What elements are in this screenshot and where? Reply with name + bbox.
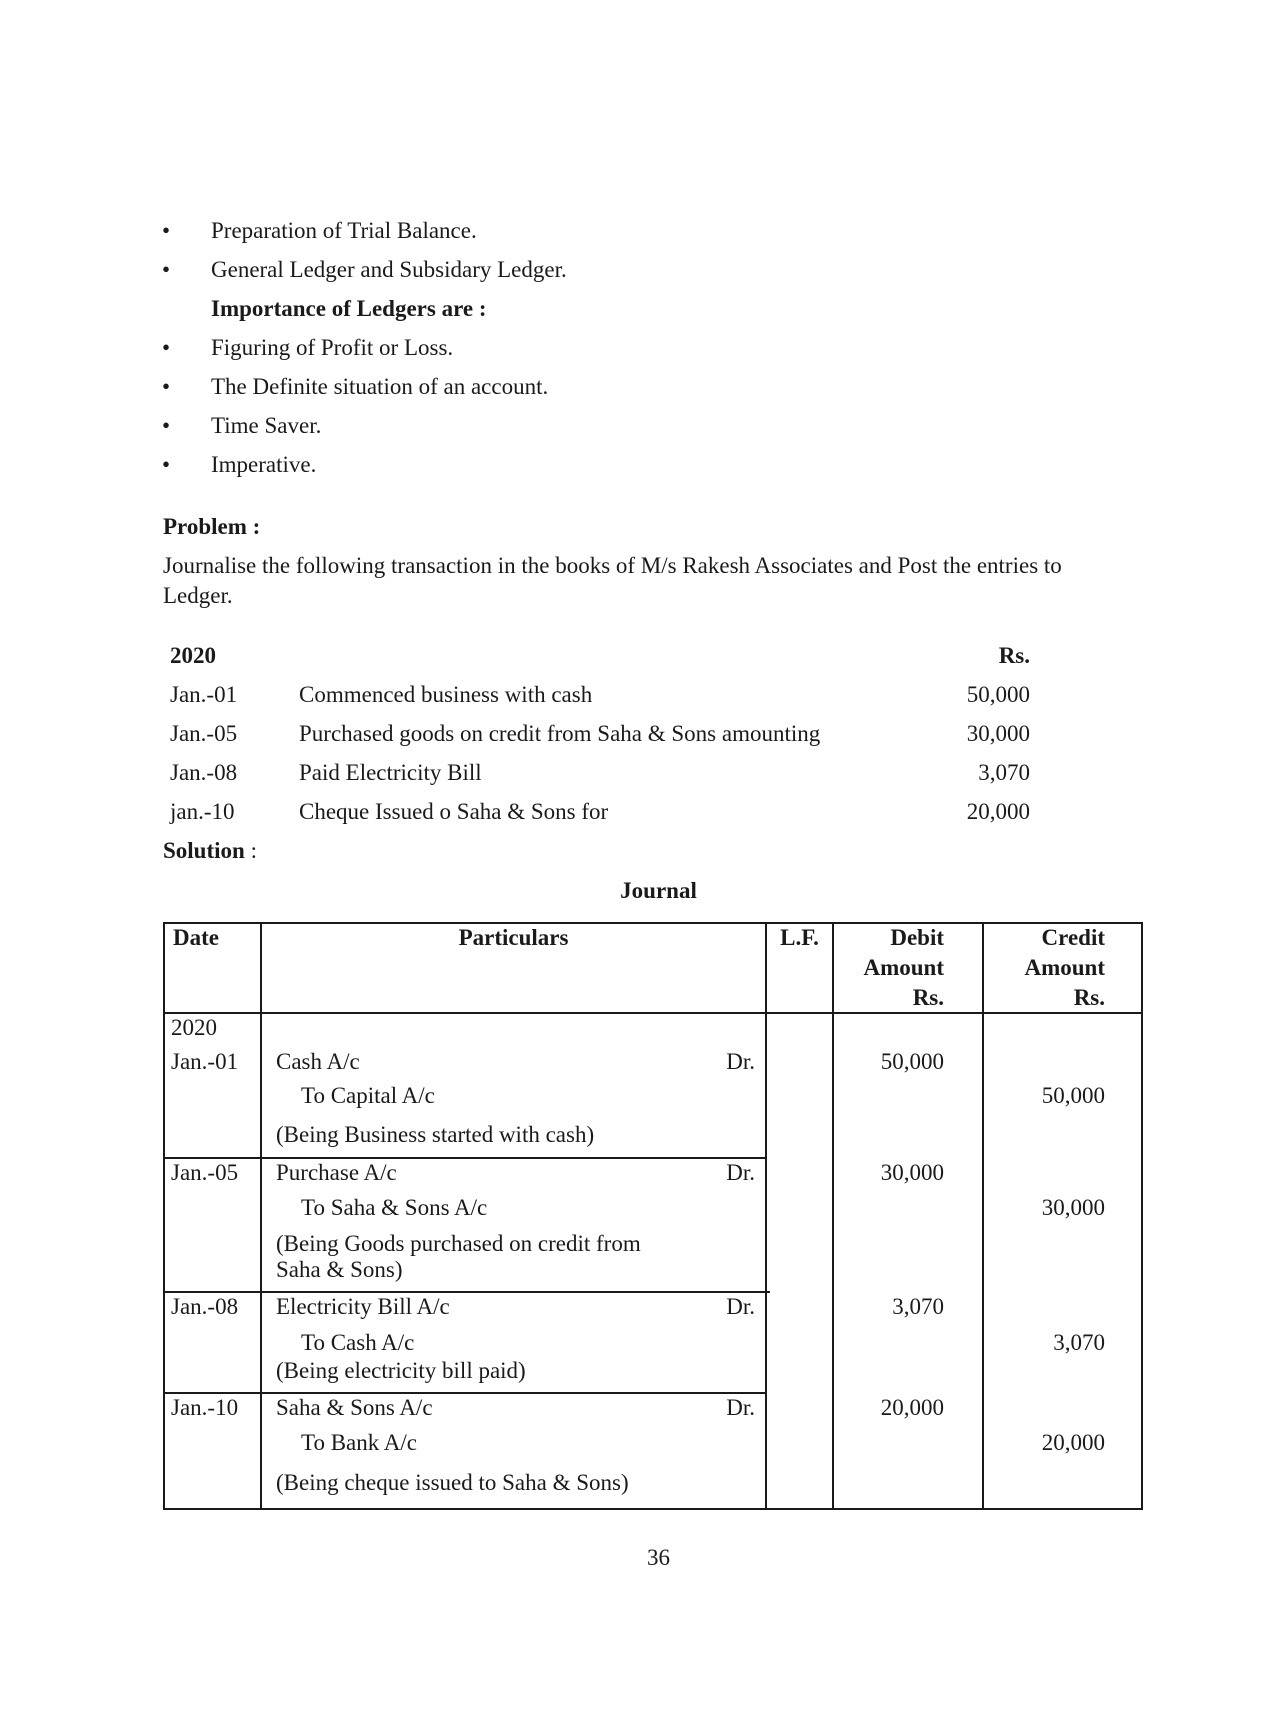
entry-credit-amount: 30,000 — [1041, 1195, 1105, 1220]
entry-debit-amount: 30,000 — [880, 1160, 944, 1185]
entry-date: Jan.-10 — [171, 1395, 239, 1420]
header-debit: Debit — [890, 925, 944, 950]
bullet-text: Figuring of Profit or Loss. — [211, 335, 454, 360]
transaction-date: jan.-10 — [170, 799, 235, 824]
transaction-date: Jan.-01 — [170, 682, 238, 707]
bullet-icon: • — [162, 257, 171, 282]
entry-narration: (Being cheque issued to Saha & Sons) — [276, 1470, 629, 1495]
header-lf: L.F. — [780, 925, 819, 950]
transaction-row — [170, 682, 1030, 712]
transaction-row — [170, 721, 1030, 751]
problem-heading: Problem : — [163, 514, 261, 539]
entry-debit-account: Cash A/c — [276, 1049, 360, 1074]
bullet-icon: • — [162, 218, 171, 243]
column-divider — [765, 922, 767, 1510]
entry-divider — [163, 1291, 770, 1293]
solution-heading — [163, 838, 257, 864]
journal-table — [163, 922, 1143, 1510]
entry-dr: Dr. — [726, 1049, 755, 1074]
bullet-text: General Ledger and Subsidary Ledger. — [211, 257, 567, 282]
entry-debit-amount: 20,000 — [880, 1395, 944, 1420]
entry-dr: Dr. — [726, 1160, 755, 1185]
transaction-row — [170, 799, 1030, 829]
transaction-amount: 20,000 — [966, 799, 1030, 824]
table-border-right — [1141, 922, 1143, 1510]
bullet-icon: • — [162, 452, 171, 477]
header-divider — [163, 1012, 1143, 1014]
transactions-currency: Rs. — [998, 643, 1030, 668]
transaction-desc: Purchased goods on credit from Saha & Sons amounting — [299, 721, 821, 746]
entry-debit-account: Saha & Sons A/c — [276, 1395, 433, 1420]
table-border-left — [163, 922, 165, 1510]
bullet-text: The Definite situation of an account. — [211, 374, 549, 399]
entry-narration: (Being Business started with cash) — [276, 1122, 595, 1147]
journal-title: Journal — [620, 878, 697, 903]
bullet-icon: • — [162, 374, 171, 399]
column-divider — [260, 922, 262, 1510]
transaction-amount: 30,000 — [966, 721, 1030, 746]
entry-narration: Saha & Sons) — [276, 1257, 403, 1282]
page-number: 36 — [647, 1545, 670, 1570]
entry-credit-account: To Saha & Sons A/c — [301, 1195, 488, 1220]
transaction-date: Jan.-08 — [170, 760, 238, 785]
entry-credit-amount: 3,070 — [1053, 1330, 1105, 1355]
entry-narration: (Being Goods purchased on credit from — [276, 1231, 641, 1256]
entry-dr: Dr. — [726, 1395, 755, 1420]
journal-year: 2020 — [171, 1015, 217, 1040]
problem-text-line1: Journalise the following transaction in the books of M/s Rakesh Associates and Post the entries to — [163, 553, 1062, 578]
entry-debit-account: Purchase A/c — [276, 1160, 397, 1185]
entry-date: Jan.-08 — [171, 1294, 239, 1319]
problem-text-line2: Ledger. — [163, 583, 233, 608]
entry-narration: (Being electricity bill paid) — [276, 1358, 526, 1383]
transaction-amount: 3,070 — [978, 760, 1030, 785]
entry-dr: Dr. — [726, 1294, 755, 1319]
header-debit: Amount — [863, 955, 944, 980]
header-credit: Rs. — [1073, 985, 1105, 1010]
entry-date: Jan.-01 — [171, 1049, 239, 1074]
header-particulars: Particulars — [458, 925, 569, 950]
solution-colon: : — [244, 838, 257, 863]
entry-credit-account: To Cash A/c — [301, 1330, 415, 1355]
entry-credit-account: To Capital A/c — [301, 1083, 435, 1108]
entry-divider — [163, 1392, 767, 1394]
header-date: Date — [173, 925, 219, 950]
header-credit: Credit — [1041, 925, 1105, 950]
transaction-desc: Cheque Issued o Saha & Sons for — [299, 799, 609, 824]
bullet-text: Preparation of Trial Balance. — [211, 218, 477, 243]
entry-debit-amount: 50,000 — [880, 1049, 944, 1074]
header-debit: Rs. — [912, 985, 944, 1010]
entry-credit-amount: 20,000 — [1041, 1430, 1105, 1455]
transaction-desc: Paid Electricity Bill — [299, 760, 482, 785]
entry-divider — [163, 1157, 767, 1159]
bullet-icon: • — [162, 335, 171, 360]
entry-debit-account: Electricity Bill A/c — [276, 1294, 450, 1319]
bullet-icon: • — [162, 413, 171, 438]
transactions-header — [170, 643, 1030, 673]
table-border-bottom — [163, 1508, 1143, 1510]
entry-debit-amount: 3,070 — [892, 1294, 944, 1319]
importance-heading: Importance of Ledgers are : — [211, 296, 487, 321]
bullet-text: Imperative. — [211, 452, 317, 477]
transactions-year: 2020 — [170, 643, 216, 668]
entry-credit-account: To Bank A/c — [301, 1430, 417, 1455]
transaction-row — [170, 760, 1030, 790]
transaction-amount: 50,000 — [966, 682, 1030, 707]
entry-credit-amount: 50,000 — [1041, 1083, 1105, 1108]
table-border-top — [163, 922, 1143, 924]
transaction-date: Jan.-05 — [170, 721, 238, 746]
entry-date: Jan.-05 — [171, 1160, 239, 1185]
transaction-desc: Commenced business with cash — [299, 682, 593, 707]
header-credit: Amount — [1024, 955, 1105, 980]
bullet-text: Time Saver. — [211, 413, 322, 438]
solution-label: Solution — [163, 838, 245, 863]
